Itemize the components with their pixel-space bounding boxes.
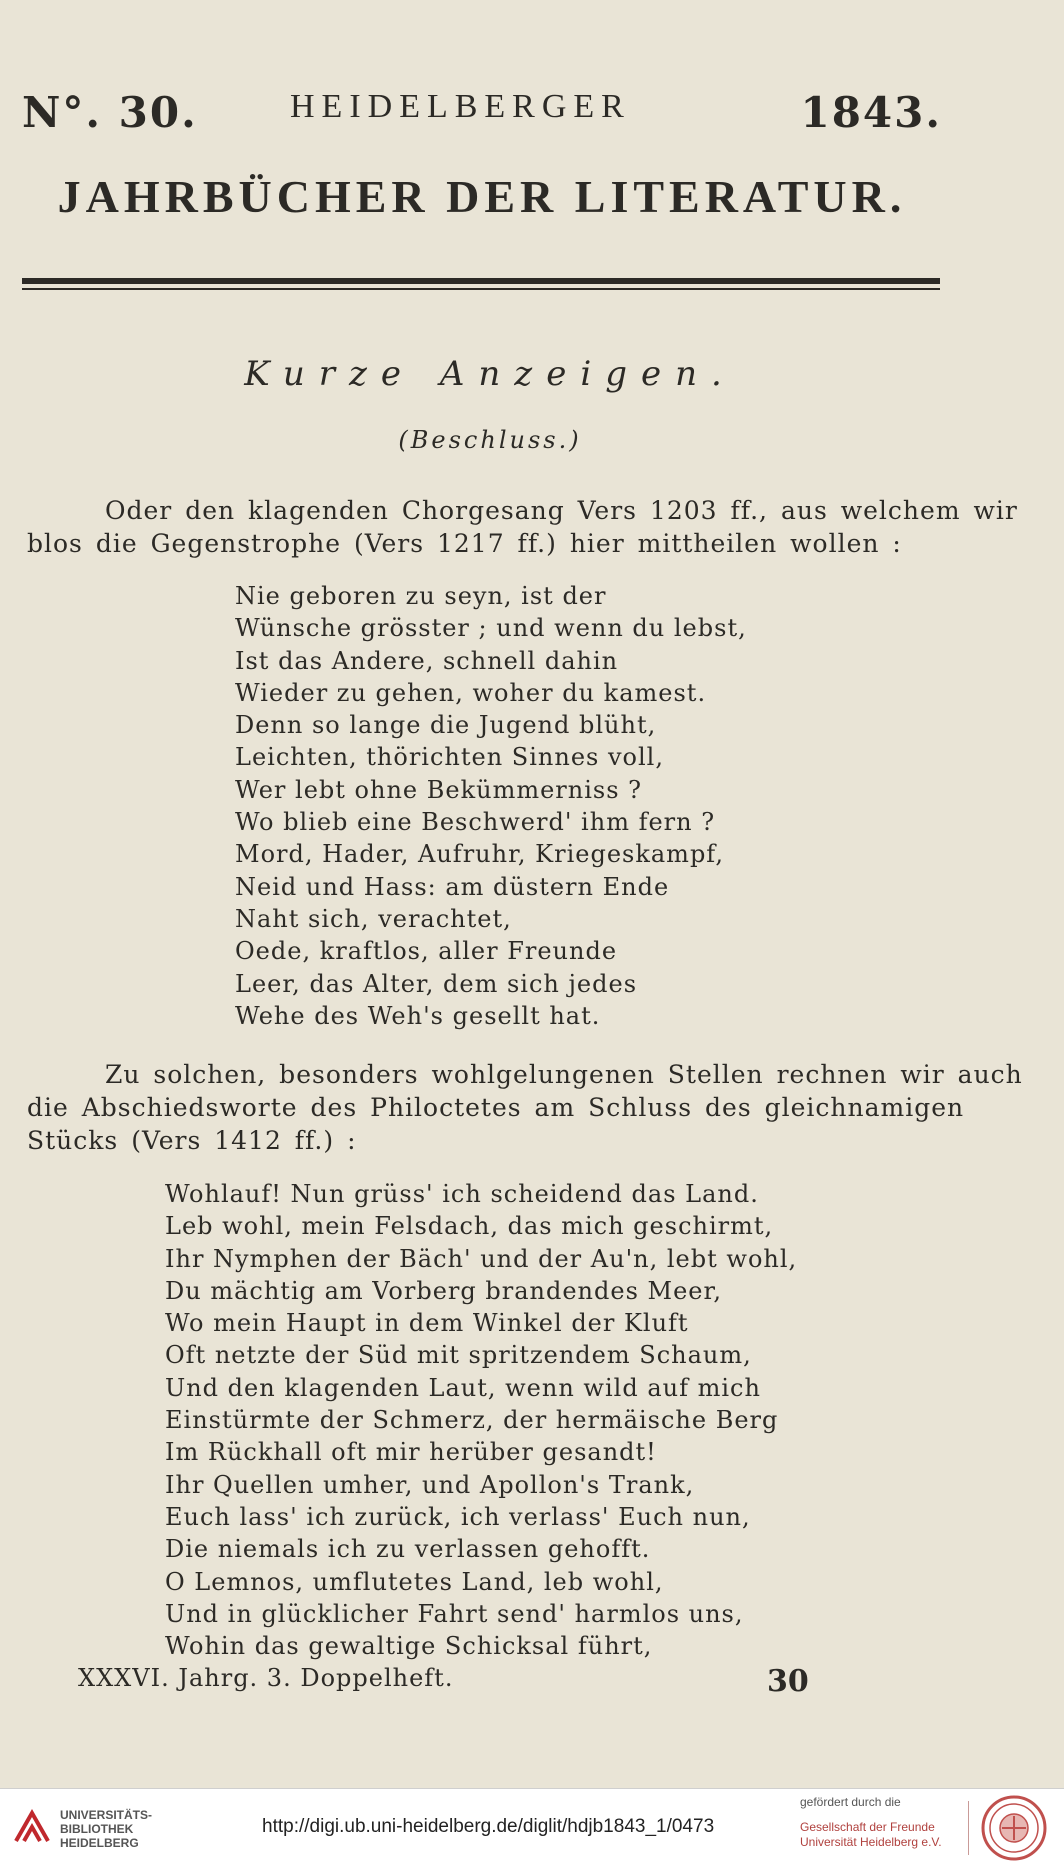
section-subheading: (Beschluss.) xyxy=(398,426,582,454)
verse-block-2 xyxy=(165,1178,797,1662)
permalink-url[interactable]: http://digi.ub.uni-heidelberg.de/diglit/hdjb1843_1/0473 xyxy=(262,1816,715,1837)
university-seal-icon xyxy=(980,1794,1048,1862)
library-line-1: UNIVERSITÄTS- xyxy=(60,1808,153,1822)
signature-line: XXXVI. Jahrg. 3. Doppelheft. xyxy=(78,1664,454,1692)
verse-line: Leichten, thörichten Sinnes voll, xyxy=(235,743,664,772)
journal-title: JAHRBÜCHER DER LITERATUR. xyxy=(57,171,907,222)
section-heading: Kurze Anzeigen. xyxy=(244,354,736,394)
text-line: Oder den klagenden Chorgesang Vers 1203 ff., aus welchem wir xyxy=(105,496,1018,525)
verse-line: Die niemals ich zu verlassen gehofft. xyxy=(165,1535,651,1564)
verse-line: Neid und Hass: am düstern Ende xyxy=(235,872,670,901)
sponsor-divider xyxy=(968,1801,969,1855)
verse-line: Einstürmte der Schmerz, der hermäische Berg xyxy=(165,1406,779,1435)
library-name xyxy=(60,1808,152,1850)
verse-line: Ist das Andere, schnell dahin xyxy=(235,646,619,675)
verse-line: Leer, das Alter, dem sich jedes xyxy=(235,969,638,998)
library-line-3: HEIDELBERG xyxy=(60,1836,139,1850)
verse-line: Du mächtig am Vorberg brandendes Meer, xyxy=(165,1276,722,1305)
verse-line: O Lemnos, umflutetes Land, leb wohl, xyxy=(165,1567,664,1596)
sponsor-line-2: Universität Heidelberg e.V. xyxy=(800,1835,942,1849)
verse-line: Denn so lange die Jugend blüht, xyxy=(235,711,657,740)
verse-line: Und den klagenden Laut, wenn wild auf mich xyxy=(165,1373,761,1402)
paragraph-1 xyxy=(27,494,1018,560)
verse-line: Wehe des Weh's gesellt hat. xyxy=(235,1001,601,1030)
verse-line: Mord, Hader, Aufruhr, Kriegeskampf, xyxy=(235,840,724,869)
verse-line: Leb wohl, mein Felsdach, das mich geschirmt, xyxy=(165,1212,774,1241)
verse-line: Wieder zu gehen, woher du kamest. xyxy=(235,678,707,707)
library-line-2: BIBLIOTHEK xyxy=(60,1822,134,1836)
sponsor-line-1: Gesellschaft der Freunde xyxy=(800,1820,935,1834)
verse-line: Wohin das gewaltige Schicksal führt, xyxy=(165,1632,653,1661)
verse-block-1 xyxy=(235,580,747,1032)
sponsor-intro: gefördert durch die xyxy=(800,1795,901,1809)
verse-line: Wünsche grösster ; und wenn du lebst, xyxy=(235,614,747,643)
verse-line: Oede, kraftlos, aller Freunde xyxy=(235,937,618,966)
bottom-bar xyxy=(0,1788,1064,1866)
title-rule-thick xyxy=(22,278,940,284)
issue-number: N°. 30. xyxy=(22,88,198,137)
verse-line: Ihr Quellen umher, und Apollon's Trank, xyxy=(165,1470,695,1499)
page-number: 30 xyxy=(767,1664,809,1699)
text-line: die Abschiedsworte des Philoctetes am Schluss des gleichnamigen xyxy=(27,1093,965,1122)
library-logo-icon xyxy=(12,1807,52,1847)
title-rule-thin xyxy=(22,288,940,290)
sponsor-credit xyxy=(800,1795,942,1850)
verse-line: Wo mein Haupt in dem Winkel der Kluft xyxy=(165,1309,689,1338)
verse-line: Wohlauf! Nun grüss' ich scheidend das Land. xyxy=(165,1180,759,1208)
verse-line: Und in glücklicher Fahrt send' harmlos uns, xyxy=(165,1599,744,1628)
issue-year: 1843. xyxy=(800,88,942,137)
text-line: Stücks (Vers 1412 ff.) : xyxy=(27,1126,357,1155)
paragraph-2 xyxy=(27,1058,1023,1157)
text-line: blos die Gegenstrophe (Vers 1217 ff.) hier mittheilen wollen : xyxy=(27,529,902,558)
text-line: Zu solchen, besonders wohlgelungenen Stellen rechnen wir auch xyxy=(105,1060,1023,1089)
verse-line: Nie geboren zu seyn, ist der xyxy=(235,582,607,610)
verse-line: Im Rückhall oft mir herüber gesandt! xyxy=(165,1438,657,1467)
verse-line: Wo blieb eine Beschwerd' ihm fern ? xyxy=(235,808,716,837)
verse-line: Naht sich, verachtet, xyxy=(235,904,512,933)
masthead-city: HEIDELBERGER xyxy=(290,88,631,125)
verse-line: Ihr Nymphen der Bäch' und der Au'n, lebt wohl, xyxy=(165,1244,798,1273)
verse-line: Oft netzte der Süd mit spritzendem Schaum, xyxy=(165,1341,752,1370)
verse-line: Wer lebt ohne Bekümmerniss ? xyxy=(235,775,643,804)
verse-line: Euch lass' ich zurück, ich verlass' Euch nun, xyxy=(165,1502,751,1531)
